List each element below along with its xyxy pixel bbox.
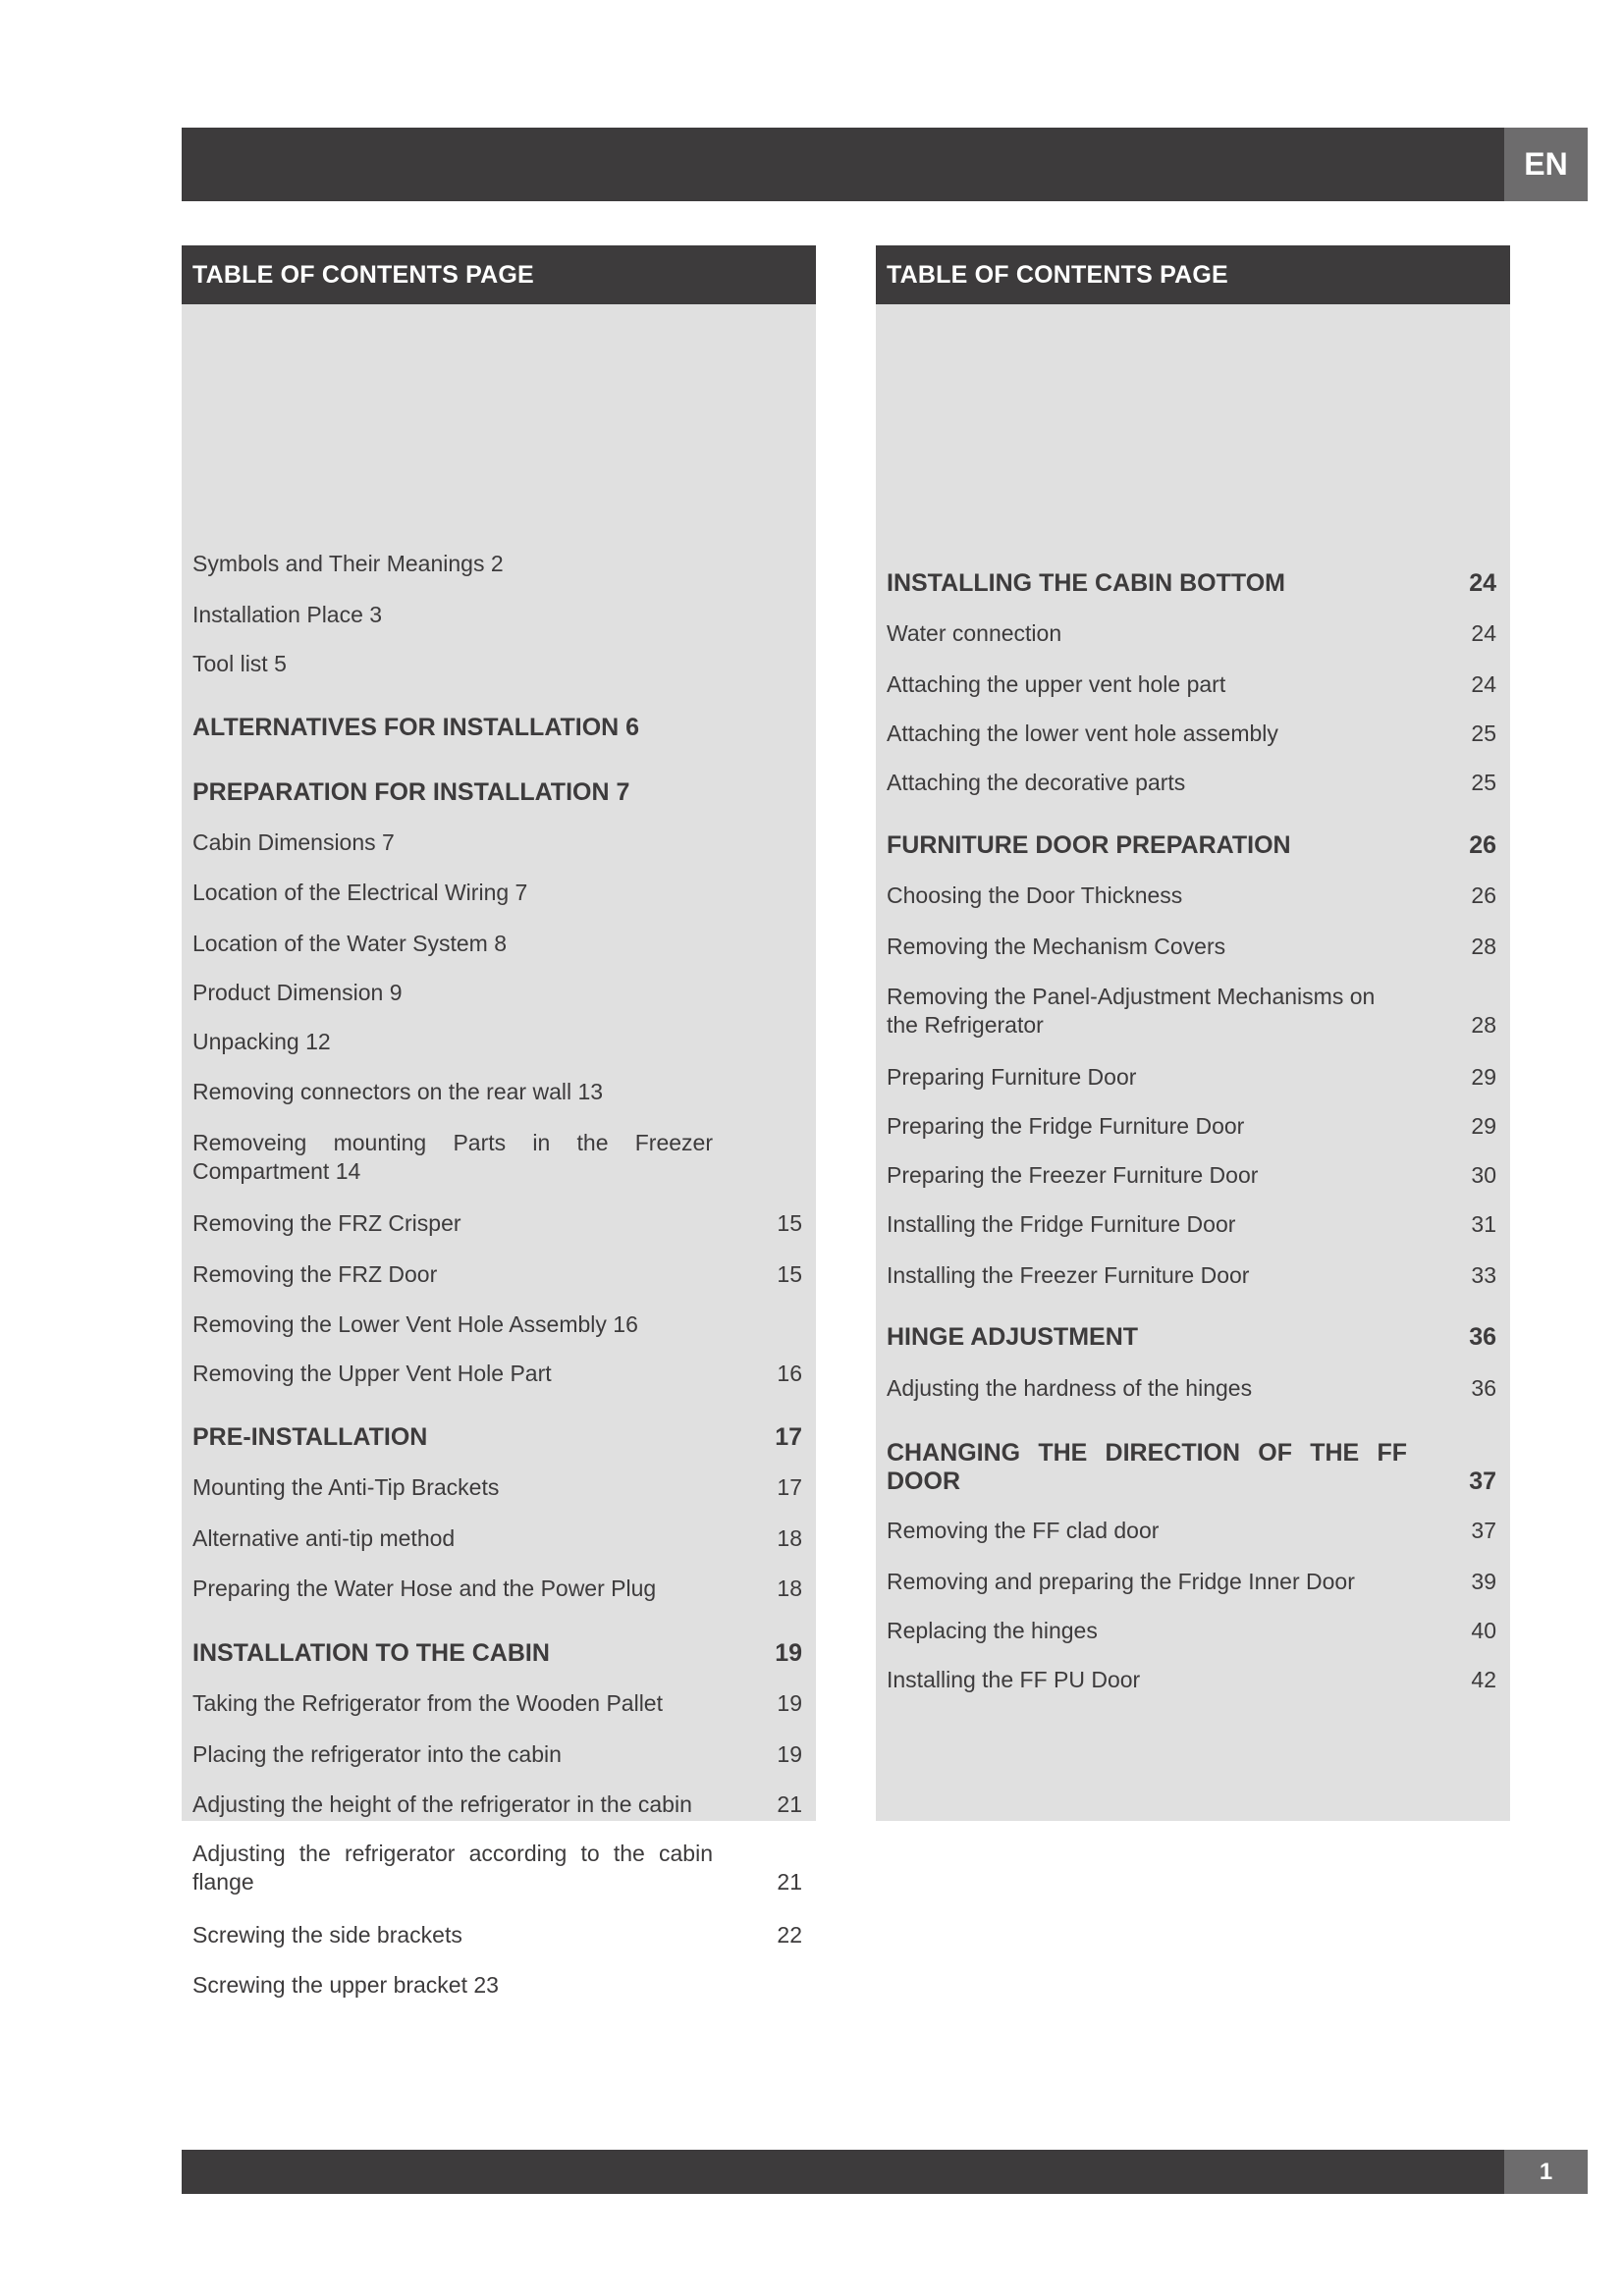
toc-entry: Attaching the upper vent hole part 24 xyxy=(887,671,1496,697)
toc-entry: Replacing the hinges 40 xyxy=(887,1618,1496,1643)
page-number: 1 xyxy=(1504,2150,1588,2194)
toc-section: CHANGING THE DIRECTION OF THE FF DOOR 37 xyxy=(887,1439,1496,1495)
toc-entry: Screwing the side brackets 22 xyxy=(192,1922,802,1948)
toc-entry: Tool list 5 xyxy=(192,651,287,676)
toc-entry: Water connection 24 xyxy=(887,620,1496,646)
toc-section: INSTALLATION TO THE CABIN 19 xyxy=(192,1639,802,1667)
toc-entry: Taking the Refrigerator from the Wooden Pallet 19 xyxy=(192,1690,802,1716)
toc-entry: Removing the Lower Vent Hole Assembly 16 xyxy=(192,1311,638,1337)
toc-section: PRE-INSTALLATION 17 xyxy=(192,1423,802,1451)
toc-section: INSTALLING THE CABIN BOTTOM 24 xyxy=(887,569,1496,597)
toc-entry: Preparing the Water Hose and the Power Plug 18 xyxy=(192,1575,802,1601)
toc-section: ALTERNATIVES FOR INSTALLATION 6 xyxy=(192,714,640,741)
toc-panel-right xyxy=(876,245,1510,1821)
toc-entry: Installation Place 3 xyxy=(192,602,383,627)
toc-entry: Adjusting the refrigerator according to the cabin flange 21 xyxy=(192,1841,802,1895)
toc-entry: Preparing the Fridge Furniture Door 29 xyxy=(887,1113,1496,1139)
toc-entry: Unpacking 12 xyxy=(192,1029,331,1054)
toc-entry: Product Dimension 9 xyxy=(192,980,403,1005)
toc-entry: Installing the Fridge Furniture Door 31 xyxy=(887,1211,1496,1237)
toc-entry: Removing the FF clad door 37 xyxy=(887,1518,1496,1543)
toc-header-left: TABLE OF CONTENTS PAGE xyxy=(182,245,816,304)
header-bar xyxy=(182,128,1504,201)
toc-entry: Adjusting the height of the refrigerator in the cabin 21 xyxy=(192,1791,802,1817)
toc-entry: Location of the Electrical Wiring 7 xyxy=(192,880,528,905)
toc-entry: Alternative anti-tip method 18 xyxy=(192,1525,802,1551)
toc-entry: Installing the FF PU Door 42 xyxy=(887,1667,1496,1692)
toc-panel-left xyxy=(182,245,816,1998)
toc-entry: Placing the refrigerator into the cabin 19 xyxy=(192,1741,802,1767)
toc-entry: Removeing mounting Parts in the Freezer Compartment 14 xyxy=(192,1130,713,1184)
toc-entry: Location of the Water System 8 xyxy=(192,931,508,956)
footer-bar xyxy=(182,2150,1504,2194)
toc-section: PREPARATION FOR INSTALLATION 7 xyxy=(192,778,630,806)
toc-entry: Removing the Panel-Adjustment Mechanisms on the Refrigerator 28 xyxy=(887,984,1496,1038)
toc-entry: Choosing the Door Thickness 26 xyxy=(887,882,1496,908)
toc-entry: Removing connectors on the rear wall 13 xyxy=(192,1079,604,1104)
toc-entry: Preparing Furniture Door 29 xyxy=(887,1064,1496,1090)
toc-entry: Symbols and Their Meanings 2 xyxy=(192,551,504,576)
toc-entry: Attaching the decorative parts 25 xyxy=(887,770,1496,795)
toc-entry: Adjusting the hardness of the hinges 36 xyxy=(887,1375,1496,1401)
toc-entry: Removing the FRZ Crisper 15 xyxy=(192,1210,802,1236)
toc-section: FURNITURE DOOR PREPARATION 26 xyxy=(887,831,1496,859)
toc-header-right: TABLE OF CONTENTS PAGE xyxy=(876,245,1510,304)
toc-entry: Screwing the upper bracket 23 xyxy=(192,1972,499,1998)
toc-entry: Removing the FRZ Door 15 xyxy=(192,1261,802,1287)
toc-entry: Cabin Dimensions 7 xyxy=(192,829,395,855)
toc-entry: Preparing the Freezer Furniture Door 30 xyxy=(887,1162,1496,1188)
language-tab: EN xyxy=(1504,128,1588,201)
toc-section: HINGE ADJUSTMENT 36 xyxy=(887,1323,1496,1351)
toc-entry: Mounting the Anti-Tip Brackets 17 xyxy=(192,1474,802,1500)
toc-entry: Removing the Mechanism Covers 28 xyxy=(887,934,1496,959)
toc-entry: Removing the Upper Vent Hole Part 16 xyxy=(192,1361,802,1386)
toc-entry: Attaching the lower vent hole assembly 25 xyxy=(887,721,1496,746)
toc-entry: Installing the Freezer Furniture Door 33 xyxy=(887,1262,1496,1288)
toc-entry: Removing and preparing the Fridge Inner Door 39 xyxy=(887,1569,1496,1594)
